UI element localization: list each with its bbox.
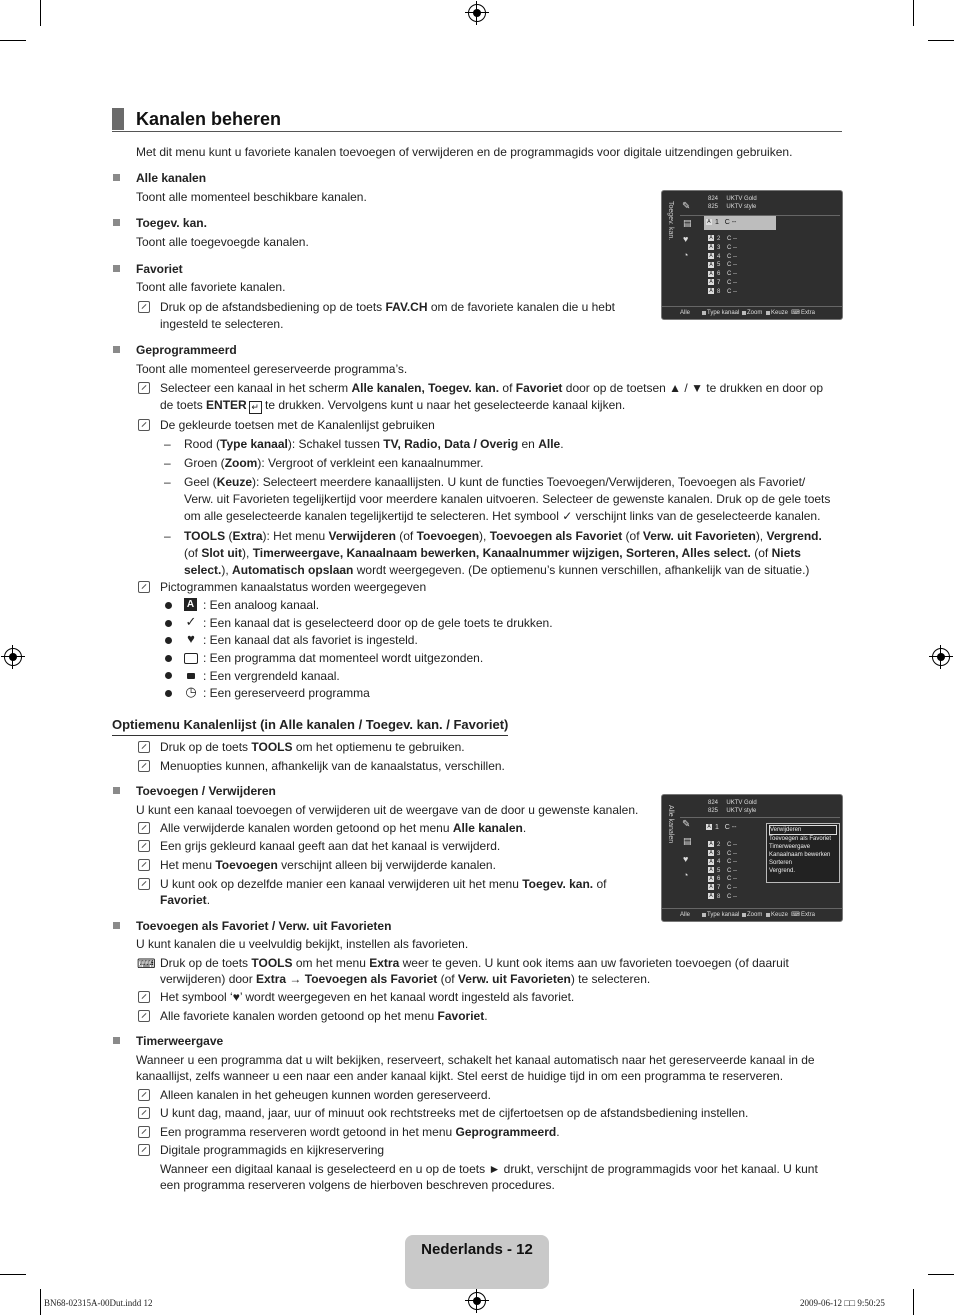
clock-icon: ◔ [683, 870, 689, 880]
note-icon [138, 859, 150, 871]
yellow-key [766, 311, 770, 315]
screen-top-row: 824 UKTV Gold [708, 196, 757, 202]
selected-channel-row: A 1 C -- [707, 824, 737, 831]
channel-number: 4 [717, 253, 721, 260]
bullet-square [113, 174, 120, 181]
crop-mark [40, 1289, 41, 1315]
tools-key-desc-line2: (of Slot uit), Timerweergave, Kanaalnaam bewerken, Kanaalnummer wijzigen, Sorteren, Alles select. (of Niets [184, 546, 801, 560]
geprog-note-3: Pictogrammen kanaalstatus worden weergegeven [160, 580, 427, 594]
enter-icon: ↵ [249, 401, 262, 414]
channel-number: 5 [717, 262, 721, 269]
popup-menu-item: Vergrend. [769, 868, 796, 874]
channel-name: C -- [720, 893, 738, 900]
tools-popup-menu [766, 823, 840, 883]
analog-channel-icon: A [709, 235, 713, 242]
favoriet2-tools-note: Druk op de toets TOOLS om het menu Extra weer te geven. U kunt ook items aan uw favorieten toevoegen (of daaruit [160, 956, 789, 970]
item-alle-label: Alle kanalen [136, 171, 207, 185]
analog-channel-icon: A [709, 875, 713, 882]
screen-side-label: Alle kanalen [667, 805, 674, 844]
lock-icon [184, 667, 198, 681]
bullet-dot [165, 637, 172, 644]
bullet-square [113, 922, 120, 929]
heart-icon: ♥ [232, 990, 240, 1004]
popup-menu-item: Toevoegen als Favoriet [769, 836, 832, 842]
channel-name: C -- [720, 236, 738, 242]
heart-icon: ♥ [683, 234, 689, 244]
antenna-icon: ✎ [682, 819, 691, 830]
red-key [702, 311, 706, 315]
channel-row [708, 261, 737, 269]
heart-icon: ♥ [683, 854, 689, 864]
title-rule [112, 131, 842, 132]
checkmark-icon: ✓ [185, 614, 197, 629]
status-locked: : Een vergrendeld kanaal. [203, 669, 340, 683]
popup-menu-item: Kanaalnaam bewerken [769, 852, 831, 858]
favoriet-note-line2: ingesteld te selecteren. [160, 317, 284, 331]
analog-channel-icon: A [709, 867, 713, 874]
registration-mark-icon [4, 648, 22, 666]
red-key [702, 913, 706, 917]
screen-top-row: 824 UKTV Gold [708, 800, 757, 806]
green-key [742, 913, 746, 917]
intro-text: Met dit menu kunt u favoriete kanalen toevoegen of verwijderen en de programmagids voor digitale uitzendingen gebruiken. [136, 145, 793, 159]
screen-footer: Alle Type kanaal Zoom Keuze ⌨ Extra [662, 306, 842, 319]
note-icon [138, 382, 150, 394]
timer-desc-line2: kanaallijst, zelfs wanneer u een naar een ander kanaal kijkt. Stel eerst de huidige tijd in om een programma te reserveren. [136, 1069, 784, 1083]
channel-number: 7 [717, 280, 721, 286]
channel-name: C -- [720, 244, 738, 251]
channel-name: C -- [720, 850, 738, 857]
channel-row [708, 850, 737, 858]
note-icon [138, 1144, 150, 1156]
checkmark-icon: ✓ [562, 509, 573, 523]
timer-note-1: Alleen kanalen in het geheugen kunnen worden gereserveerd. [160, 1088, 491, 1102]
bullet-dot [165, 620, 172, 627]
dash: – [164, 456, 171, 470]
yellow-key-desc-line3: om alle geselecteerde kanalen tegelijkertijd te selecteren. Het symbool ✓ verschijnt links van de geselecteerde kanalen. [184, 509, 821, 523]
note-icon [138, 301, 150, 313]
channel-row [708, 875, 737, 883]
item-favoriet2-desc: U kunt kanalen die u veelvuldig bekijkt, instellen als favorieten. [136, 937, 469, 951]
timer-note-3: Een programma reserveren wordt getoond in het menu Geprogrammeerd. [160, 1125, 560, 1139]
tools-key-desc-line3: select.), Automatisch opslaan wordt weergegeven. (De optiemenu’s kunnen verschillen, afhankelijk van de situatie.) [184, 563, 810, 577]
screen-top-row: 825 UKTV style [708, 204, 757, 210]
bullet-square [113, 787, 120, 794]
channel-number: 2 [717, 842, 721, 848]
crop-mark [40, 0, 41, 26]
tv-icon [184, 650, 198, 664]
channel-number: 6 [717, 271, 721, 278]
note-icon [138, 581, 150, 593]
crop-mark [913, 1289, 914, 1315]
clock-icon: ◷ [185, 684, 197, 699]
green-key [742, 311, 746, 315]
channel-name: C -- [720, 867, 738, 874]
channel-row [708, 893, 737, 901]
note-icon [138, 760, 150, 772]
popup-menu-item: Sorteren [769, 860, 793, 866]
bullet-square [113, 346, 120, 353]
print-date-info: 2009-06-12 □□ 9:50:25 [800, 1298, 885, 1308]
channel-name: C -- [720, 280, 738, 286]
channel-number: 6 [717, 876, 721, 883]
status-broadcasting: : Een programma dat momenteel wordt uitgezonden. [203, 651, 484, 665]
channel-number: 8 [717, 893, 721, 900]
bullet-dot [165, 672, 172, 679]
toevoegen-note-2: Een grijs gekleurd kanaal geeft aan dat het kanaal is verwijderd. [160, 839, 501, 853]
item-toegev-label: Toegev. kan. [136, 216, 207, 230]
channel-name: C -- [720, 253, 738, 260]
item-alle-desc: Toont alle momenteel beschikbare kanalen. [136, 190, 367, 204]
analog-channel-icon: A [709, 279, 713, 286]
opt-note-1: Druk op de toets TOOLS om het optiemenu te gebruiken. [160, 740, 465, 754]
channel-number: 3 [717, 850, 721, 857]
note-icon [138, 1126, 150, 1138]
channel-row [708, 867, 737, 875]
yellow-key-desc-line2: Verw. uit Favorieten tegelijkertijd voor meerdere kanalen uitvoeren. Selecteer de gewenste kanalen. Druk op de gele toets [184, 492, 831, 506]
analog-channel-icon: A [709, 841, 713, 848]
title-marker [112, 108, 124, 130]
analog-channel-icon: A [184, 598, 197, 611]
crop-mark [928, 1274, 954, 1275]
note-icon [138, 419, 150, 431]
heart-icon: ♥ [187, 631, 195, 646]
screen-side-label: Toegev. kan. [667, 201, 674, 241]
item-timer-label: Timerweergave [136, 1034, 224, 1048]
item-favoriet-desc: Toont alle favoriete kanalen. [136, 280, 286, 294]
section-subtitle: Optiemenu Kanalenlijst (in Alle kanalen / Toegev. kan. / Favoriet) [112, 716, 508, 736]
note-icon [138, 1010, 150, 1022]
timer-note-4: Digitale programmagids en kijkreservering [160, 1143, 385, 1157]
channel-number: 7 [717, 885, 721, 891]
crop-mark [928, 40, 954, 41]
item-toevoegen-label: Toevoegen / Verwijderen [136, 784, 276, 798]
channel-row [708, 288, 737, 296]
timer-guide-line1: Wanneer een digitaal kanaal is geselecteerd en u op de toets ► drukt, verschijnt de programmagids voor het kanaal. U kunt [160, 1162, 818, 1176]
analog-channel-icon: A [709, 893, 713, 900]
item-favoriet-label: Favoriet [136, 262, 183, 276]
bullet-square [113, 265, 120, 272]
page-title: Kanalen beheren [136, 109, 282, 129]
bullet-square [113, 219, 120, 226]
channel-name: C -- [720, 876, 738, 883]
channel-icon: ▤ [683, 836, 692, 846]
channel-row [708, 235, 737, 243]
green-key-desc: Groen (Zoom): Vergroot of verkleint een kanaalnummer. [184, 456, 484, 470]
favoriet-note: Druk op de afstandsbediening op de toets FAV.CH om de favoriete kanalen die u hebt [160, 300, 615, 314]
screen-top-row: 825 UKTV style [708, 808, 757, 814]
screen-divider [680, 817, 840, 818]
dash: – [164, 475, 171, 489]
toevoegen-note-4: U kunt ook op dezelfde manier een kanaal verwijderen uit het menu Toegev. kan. of [160, 877, 607, 891]
note-icon [138, 840, 150, 852]
status-favorite: : Een kanaal dat als favoriet is ingesteld. [203, 633, 418, 647]
dash: – [164, 437, 171, 451]
tools-icon: ⌨ [791, 310, 800, 316]
selected-channel-row: A 1 C -- [704, 216, 776, 230]
yellow-key-desc: Geel (Keuze): Selecteert meerdere kanaallijsten. U kunt de functies Toevoegen/Verwijderen, Toevoegen als Favoriet/ [184, 475, 806, 489]
tools-icon: ⌨ [137, 956, 156, 971]
analog-channel-icon: A [709, 884, 713, 891]
channel-name: C -- [720, 885, 738, 891]
timer-guide-line2: een programma reserveren volgens de hierboven beschreven procedures. [160, 1178, 555, 1192]
bullet-dot [165, 655, 172, 662]
toevoegen-note-3: Het menu Toevoegen verschijnt alleen bij verwijderde kanalen. [160, 858, 496, 872]
favoriet2-note-1: Het symbool ‘♥’ wordt weergegeven en het kanaal wordt ingesteld als favoriet. [160, 990, 575, 1004]
item-geprog-desc: Toont alle momenteel gereserveerde programma’s. [136, 362, 408, 376]
note-icon [138, 1089, 150, 1101]
channel-row [708, 244, 737, 252]
screen-footer: Alle Type kanaal Zoom Keuze ⌨ Extra [662, 908, 842, 921]
status-analog: : Een analoog kanaal. [203, 598, 320, 612]
note-icon [138, 822, 150, 834]
note-icon [138, 878, 150, 890]
channel-number: 4 [717, 859, 721, 866]
yellow-key [766, 913, 770, 917]
channel-row [708, 253, 737, 261]
popup-menu-item: Verwijderen [769, 825, 837, 835]
item-geprog-label: Geprogrammeerd [136, 343, 237, 357]
channel-number: 8 [717, 288, 721, 295]
popup-menu-item: Timerweergave [769, 844, 811, 850]
channel-number: 2 [717, 236, 721, 242]
bullet-dot [165, 690, 172, 697]
timer-desc-line1: Wanneer u een programma dat u wilt bekijken, reserveert, schakelt het kanaal automatisch naar het gereserveerde kanaal in de [136, 1053, 815, 1067]
page-number: Nederlands - 12 [421, 1241, 533, 1258]
timer-note-2: U kunt dag, maand, jaar, uur of minuut ook rechtstreeks met de cijfertoetsen op de afstandsbediening instellen. [160, 1106, 749, 1120]
channel-row [708, 279, 737, 287]
item-toevoegen-desc: U kunt een kanaal toevoegen of verwijderen uit de weergave van de door u gewenste kanalen. [136, 803, 639, 817]
channel-icon: ▤ [683, 218, 692, 228]
item-toegev-desc: Toont alle toegevoegde kanalen. [136, 235, 309, 249]
toevoegen-note-1: Alle verwijderde kanalen worden getoond op het menu Alle kanalen. [160, 821, 527, 835]
note-icon [138, 991, 150, 1003]
antenna-icon: ✎ [682, 201, 691, 212]
crop-mark [0, 40, 26, 41]
dash: – [164, 529, 171, 543]
analog-channel-icon: A [709, 253, 713, 260]
item-favoriet2-label: Toevoegen als Favoriet / Verw. uit Favorieten [136, 919, 392, 933]
crop-mark [913, 0, 914, 26]
channel-row [708, 858, 737, 866]
channel-name: C -- [720, 859, 738, 866]
registration-mark-icon [468, 1292, 486, 1310]
analog-channel-icon: A [709, 850, 713, 857]
channel-list-screen-alle [661, 794, 843, 922]
status-reserved: : Een gereserveerd programma [203, 686, 370, 700]
analog-channel-icon: A [709, 270, 713, 277]
channel-name: C -- [720, 288, 738, 295]
note-icon [138, 741, 150, 753]
crop-mark [0, 1274, 26, 1275]
clock-icon: ◔ [683, 250, 689, 260]
print-file-info: BN68-02315A-00Dut.indd 12 [44, 1298, 153, 1308]
geprog-note-2: De gekleurde toetsen met de Kanalenlijst gebruiken [160, 418, 435, 432]
note-icon [138, 1107, 150, 1119]
analog-channel-icon: A [709, 288, 713, 295]
registration-mark-icon [932, 648, 950, 666]
geprog-note-1: Selecteer een kanaal in het scherm Alle kanalen, Toegev. kan. of Favoriet door op de toetsen ▲ / ▼ te drukken en door op [160, 381, 824, 395]
registration-mark-icon [468, 4, 486, 22]
channel-row [708, 270, 737, 278]
channel-number: 3 [717, 244, 721, 251]
channel-list-screen-toegev [661, 190, 843, 320]
bullet-square [113, 1037, 120, 1044]
red-key-desc: Rood (Type kanaal): Schakel tussen TV, Radio, Data / Overig en Alle. [184, 437, 564, 451]
status-selected: : Een kanaal dat is geselecteerd door op de gele toets te drukken. [203, 616, 553, 630]
tools-key-desc: TOOLS (Extra): Het menu Verwijderen (of Toevoegen), Toevoegen als Favoriet (of Verw. uit Favorieten), Vergrend. [184, 529, 822, 543]
favoriet2-note-2: Alle favoriete kanalen worden getoond op het menu Favoriet. [160, 1009, 488, 1023]
channel-number: 5 [717, 867, 721, 874]
channel-name: C -- [720, 262, 738, 269]
analog-channel-icon: A [709, 261, 713, 268]
toevoegen-note-4-line2: Favoriet. [160, 893, 211, 907]
favoriet2-tools-note-line2: verwijderen) door Extra → Toevoegen als Favoriet (of Verw. uit Favorieten) te selecteren. [160, 972, 651, 986]
tools-icon: ⌨ [791, 912, 800, 918]
analog-channel-icon: A [709, 858, 713, 865]
geprog-note-1-line2: de toets ENTER ↵ te drukken. Vervolgens kunt u naar het geselecteerde kanaal kijken. [160, 398, 626, 412]
opt-note-2: Menuopties kunnen, afhankelijk van de kanaalstatus, verschillen. [160, 759, 505, 773]
channel-name: C -- [720, 842, 738, 848]
channel-row [708, 884, 737, 892]
channel-row [708, 841, 737, 849]
analog-channel-icon: A [709, 244, 713, 251]
bullet-dot [165, 602, 172, 609]
channel-name: C -- [720, 271, 738, 278]
